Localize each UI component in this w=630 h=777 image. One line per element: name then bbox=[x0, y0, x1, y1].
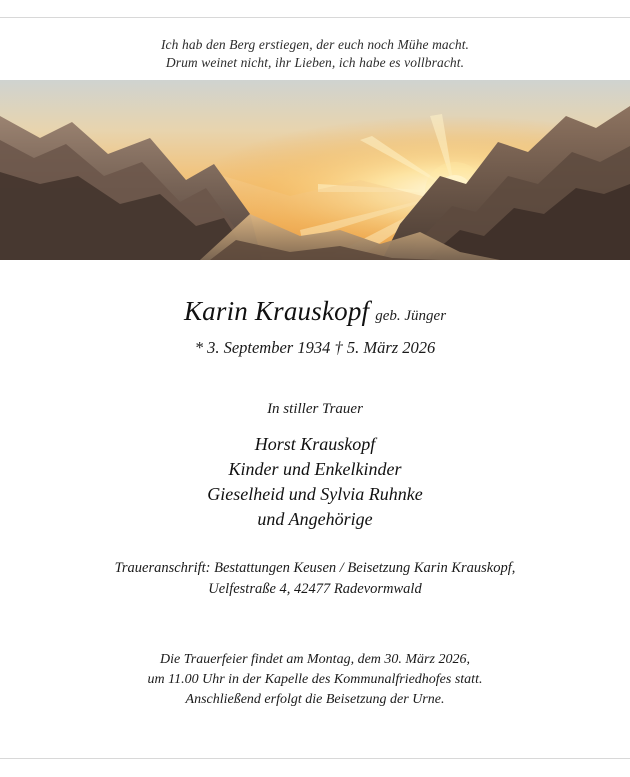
condolence-address bbox=[0, 558, 630, 600]
verse-line-2: Drum weinet nicht, ihr Lieben, ich habe es vollbracht. bbox=[165, 55, 465, 70]
deceased-name-line bbox=[0, 296, 630, 327]
mourners-list bbox=[0, 432, 630, 532]
ceremony-line: Anschließend erfolgt die Beisetzung der Urne. bbox=[185, 692, 445, 707]
deceased-maiden-name: geb. Jünger bbox=[375, 308, 447, 324]
ceremony-line: Die Trauerfeier findet am Montag, dem 30. März 2026, bbox=[160, 652, 470, 667]
mountain-sunrise-photo bbox=[0, 80, 630, 260]
mourning-intro: In stiller Trauer bbox=[267, 401, 363, 417]
deceased-name: Karin Krauskopf bbox=[183, 296, 370, 326]
mourner-line: Kinder und Enkelkinder bbox=[228, 459, 402, 479]
ceremony-details bbox=[0, 650, 630, 710]
verse-block bbox=[0, 36, 630, 72]
life-dates: * 3. September 1934 † 5. März 2026 bbox=[194, 338, 436, 357]
top-divider bbox=[0, 17, 630, 18]
ceremony-line: um 11.00 Uhr in der Kapelle des Kommunalfriedhofes statt. bbox=[147, 672, 483, 687]
mourner-line: und Angehörige bbox=[257, 509, 373, 529]
mourner-line: Horst Krauskopf bbox=[254, 434, 376, 454]
address-line: Uelfestraße 4, 42477 Radevormwald bbox=[208, 581, 422, 597]
verse-line-1: Ich hab den Berg erstiegen, der euch noch Mühe macht. bbox=[160, 37, 470, 52]
address-line: Traueranschrift: Bestattungen Keusen / Beisetzung Karin Krauskopf, bbox=[114, 560, 516, 576]
bottom-divider bbox=[0, 758, 630, 759]
mourner-line: Gieselheid und Sylvia Ruhnke bbox=[207, 484, 423, 504]
